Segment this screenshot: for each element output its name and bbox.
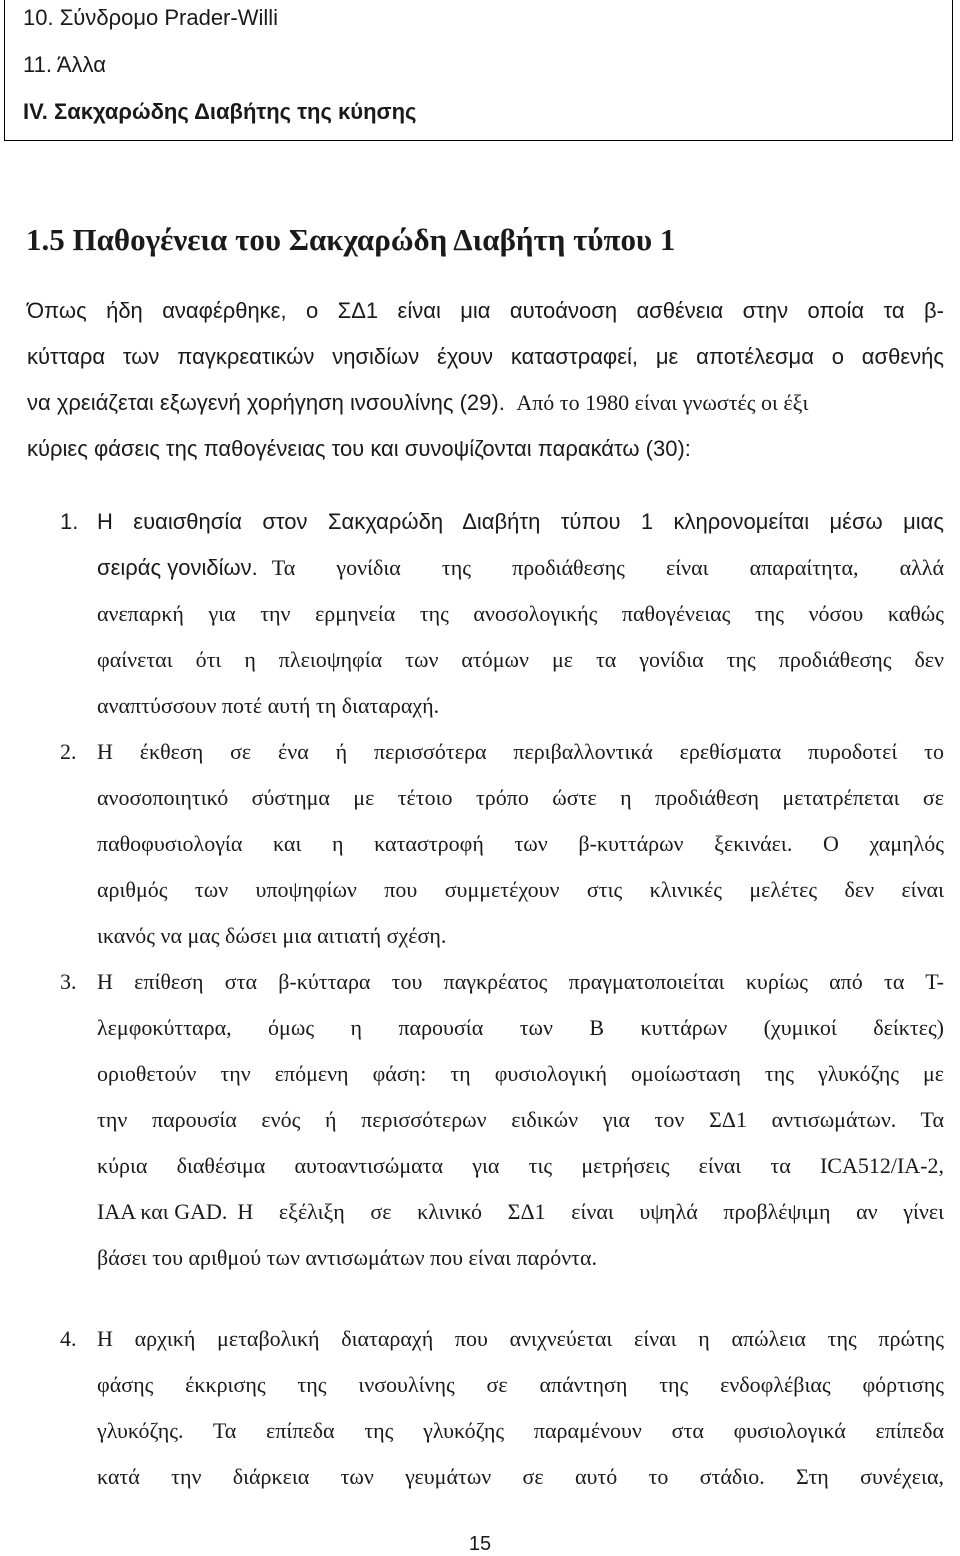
item-line: αναπτύσσουν ποτέ αυτή τη διαταραχή. [97,693,440,718]
item-line: Η επίθεση στα β-κύτταρα του παγκρέατος πραγματοποιείται κυρίως από τα Τ- [97,969,944,994]
item-line: κύρια διαθέσιμα αυτοαντισώματα για τις μετρήσεις είναι τα ICA512/IA-2, [97,1153,944,1178]
item-number: 3. [60,969,77,994]
item-line: παθοφυσιολογία και η καταστροφή των β-κυττάρων ξεκινάει. Ο χαμηλός [97,831,944,856]
item-segment: Τα γονίδια της προδιάθεσης είναι απαραίτητα, αλλά [271,555,944,580]
item-line: Η αρχική μεταβολική διαταραχή που ανιχνεύεται είναι η απώλεια της πρώτης [97,1326,944,1351]
item-number: 1. [60,509,79,534]
item-line: Η ευαισθησία στον Σακχαρώδη Διαβήτη τύπου 1 κληρονομείται μέσω μιας [97,509,944,534]
paragraph-line: κύριες φάσεις της παθογένειας του και συνοψίζονται παρακάτω (30): [27,436,691,461]
list-item-11: 11. Άλλα [23,52,106,77]
item-line: φαίνεται ότι η πλειοψηφία των ατόμων με τα γονίδια της προδιάθεσης δεν [97,647,944,672]
item-line: οριοθετούν την επόμενη φάση: τη φυσιολογική ομοίωσταση της γλυκόζης με [97,1061,944,1086]
paragraph-segment: Από το 1980 είναι γνωστές οι έξι [516,390,809,415]
item-line [97,1198,944,1226]
item-line: αριθμός των υποψηφίων που συμμετέχουν στις κλινικές μελέτες δεν είναι [97,877,944,902]
item-number: 2. [60,739,77,764]
list-item-10: 10. Σύνδρομο Prader-Willi [23,5,279,30]
paragraph-line [27,389,808,417]
paragraph-segment: να χρειάζεται εξωγενή χορήγηση ινσουλίνης (29). [27,390,505,415]
item-line: λεμφοκύτταρα, όμως η παρουσία των Β κυττάρων (χυμικοί δείκτες) [97,1015,944,1040]
item-line: κατά την διάρκεια των γευμάτων σε αυτό το στάδιο. Στη συνέχεια, [97,1464,944,1489]
paragraph-line: κύτταρα των παγκρεατικών νησιδίων έχουν καταστραφεί, με αποτέλεσμα ο ασθενής [27,344,944,369]
item-line: ανεπαρκή για την ερμηνεία της ανοσολογικής παθογένειας της νόσου καθώς [97,601,944,626]
item-number: 4. [60,1326,77,1351]
item-line: φάσης έκκρισης της ινσουλίνης σε απάντηση της ενδοφλέβιας φόρτισης [97,1372,944,1397]
item-segment: σειράς γονιδίων. [97,555,258,580]
item-segment: IAA και GAD. [97,1199,228,1224]
page-number: 15 [468,1533,492,1555]
item-line: γλυκόζης. Τα επίπεδα της γλυκόζης παραμένουν στα φυσιολογικά επίπεδα [97,1418,944,1443]
item-line: Η έκθεση σε ένα ή περισσότερα περιβαλλοντικά ερεθίσματα πυροδοτεί το [97,739,944,764]
section-title: 1.5 Παθογένεια του Σακχαρώδη Διαβήτη τύπου 1 [26,222,676,257]
item-line: βάσει του αριθμού των αντισωμάτων που είναι παρόντα. [97,1245,598,1270]
list-heading-iv: IV. Σακχαρώδης Διαβήτης της κύησης [23,99,417,124]
previous-list-box [4,0,953,141]
item-line [97,554,944,582]
paragraph-line: Όπως ήδη αναφέρθηκε, ο ΣΔ1 είναι μια αυτοάνοση ασθένεια στην οποία τα β- [27,298,944,323]
item-line: ικανός να μας δώσει μια αιτιατή σχέση. [97,923,447,948]
item-line: την παρουσία ενός ή περισσότερων ειδικών για τον ΣΔ1 αντισωμάτων. Τα [97,1107,944,1132]
item-segment: Η εξέλιξη σε κλινικό ΣΔ1 είναι υψηλά προβλέψιμη αν γίνει [237,1199,944,1224]
item-line: ανοσοποιητικό σύστημα με τέτοιο τρόπο ώστε η προδιάθεση μετατρέπεται σε [97,785,944,810]
